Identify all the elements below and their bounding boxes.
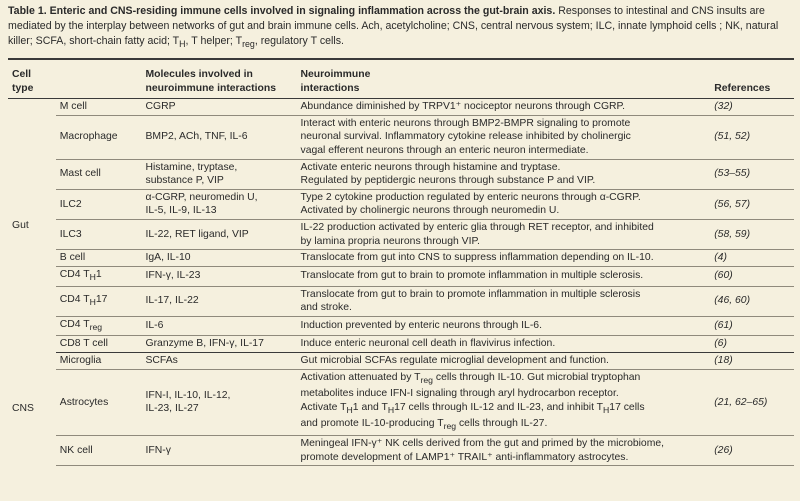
- cell-type: Microglia: [56, 352, 142, 369]
- molecules: IgA, IL-10: [142, 250, 297, 267]
- caption-text: Responses to intestinal and CNS insults are mediated by the interplay between networks of gut and brain immune cells. Ach, acetylcholine; CNS, central nervous system; ILC, innate lymphoid cells ; NK, natural killer; SCFA, short-chain fatty acid; T: [8, 5, 779, 47]
- group-label: CNS: [12, 403, 34, 415]
- interactions: Translocate from gut into CNS to suppress inflammation depending on IL-10.: [297, 250, 711, 267]
- interactions: Translocate from gut to brain to promote inflammation in multiple sclerosis.: [297, 266, 711, 286]
- molecules: α-CGRP, neuromedin U, IL-5, IL-9, IL-13: [142, 189, 297, 219]
- references: (4): [710, 250, 794, 267]
- cell-type: Astrocytes: [56, 369, 142, 436]
- molecules: CGRP: [142, 99, 297, 116]
- molecules: SCFAs: [142, 352, 297, 369]
- cell-type: Mast cell: [56, 159, 142, 189]
- cell-type: CD4 $T_H17$: [56, 286, 142, 316]
- cell-type: ILC2: [56, 189, 142, 219]
- group-label: Gut: [12, 220, 29, 232]
- molecules: IFN-γ, IL-23: [142, 266, 297, 286]
- molecules: IL-6: [142, 316, 297, 336]
- cell-type: Macrophage: [56, 115, 142, 159]
- table-row: [8, 266, 794, 286]
- interactions: Activate enteric neurons through histamine and tryptase. Regulated by peptidergic neurons through substance P and VIP.: [297, 159, 711, 189]
- header-cell-type: Cell type: [8, 60, 56, 99]
- references: (26): [710, 436, 794, 466]
- interactions: Type 2 cytokine production regulated by enteric neurons through α-CGRP. Activated by cholinergic neurons through neuromedin U.: [297, 189, 711, 219]
- table-row: [8, 189, 794, 219]
- references: (32): [710, 99, 794, 116]
- references: (21, 62–65): [710, 369, 794, 436]
- caption-label: Table 1. Enteric and CNS-residing immune cells involved in signaling inflammation across the gut-brain axis.: [8, 5, 556, 17]
- table-row: [8, 352, 794, 369]
- references: (56, 57): [710, 189, 794, 219]
- references: (61): [710, 316, 794, 336]
- cell-type: CD8 T cell: [56, 336, 142, 353]
- references: (60): [710, 266, 794, 286]
- table-row: [8, 316, 794, 336]
- header-row: [8, 60, 794, 99]
- cell-type: CD4 $T_{reg}$: [56, 316, 142, 336]
- table-row: [8, 436, 794, 466]
- immune-cells-table: [8, 60, 794, 466]
- caption-text3: , regulatory T cells.: [254, 35, 344, 47]
- cell-type: ILC3: [56, 220, 142, 250]
- interactions: Induce enteric neuronal cell death in flavivirus infection.: [297, 336, 711, 353]
- references: (53–55): [710, 159, 794, 189]
- references: (46, 60): [710, 286, 794, 316]
- cell-type: M cell: [56, 99, 142, 116]
- table-row: [8, 99, 794, 116]
- interactions: Abundance diminished by TRPV1⁺ nociceptor neurons through CGRP.: [297, 99, 711, 116]
- molecules: IFN-I, IL-10, IL-12, IL-23, IL-27: [142, 369, 297, 436]
- molecules: IFN-γ: [142, 436, 297, 466]
- interactions: Induction prevented by enteric neurons through IL-6.: [297, 316, 711, 336]
- header-interactions: Neuroimmune interactions: [297, 60, 711, 99]
- cell-type: NK cell: [56, 436, 142, 466]
- caption-sub-th: H: [179, 39, 186, 50]
- interactions: Interact with enteric neurons through BMP2-BMPR signaling to promote neuronal survival. Inflammatory cytokine release inhibited by cholinergic vagal efferent neurons through an enteric neuron intermediate.: [297, 115, 711, 159]
- interactions: Translocate from gut to brain to promote inflammation in multiple sclerosis and stroke.: [297, 286, 711, 316]
- interactions: IL-22 production activated by enteric glia through RET receptor, and inhibited by lamina propria neurons through VIP.: [297, 220, 711, 250]
- table-row: [8, 336, 794, 353]
- references: (18): [710, 352, 794, 369]
- interactions: Meningeal IFN-γ⁺ NK cells derived from the gut and primed by the microbiome, promote development of LAMP1⁺ TRAIL⁺ anti-inflammatory astrocytes.: [297, 436, 711, 466]
- caption-sub-treg: reg: [242, 39, 255, 50]
- interactions: Gut microbial SCFAs regulate microglial development and function.: [297, 352, 711, 369]
- cell-type: B cell: [56, 250, 142, 267]
- table-row: [8, 159, 794, 189]
- molecules: Histamine, tryptase, substance P, VIP: [142, 159, 297, 189]
- interactions: Activation attenuated by $T_{reg}$ cells through IL-10. Gut microbial tryptophan metabolites induce IFN-I signaling through aryl hydrocarbon receptor. Activate $T_H1$ and $T_H17$ cells through IL-12 and IL-23, and inhibit $T_H17$ cells and promote IL-10-producing $T_{reg}$ cells through IL-27.: [297, 369, 711, 436]
- molecules: IL-22, RET ligand, VIP: [142, 220, 297, 250]
- header-molecules: Molecules involved in neuroimmune interactions: [142, 60, 297, 99]
- references: (51, 52): [710, 115, 794, 159]
- cell-type: CD4 $T_H1$: [56, 266, 142, 286]
- table-caption: [8, 4, 794, 52]
- caption-text2: , T helper; T: [185, 35, 243, 47]
- table-row: [8, 220, 794, 250]
- table-row: [8, 250, 794, 267]
- molecules: BMP2, ACh, TNF, IL-6: [142, 115, 297, 159]
- table-row: [8, 115, 794, 159]
- table-row: [8, 286, 794, 316]
- molecules: IL-17, IL-22: [142, 286, 297, 316]
- references: (58, 59): [710, 220, 794, 250]
- table-body: [8, 99, 794, 466]
- molecules: Granzyme B, IFN-γ, IL-17: [142, 336, 297, 353]
- header-references: References: [710, 60, 794, 99]
- header-cell-blank: [56, 60, 142, 99]
- table-row: [8, 369, 794, 436]
- references: (6): [710, 336, 794, 353]
